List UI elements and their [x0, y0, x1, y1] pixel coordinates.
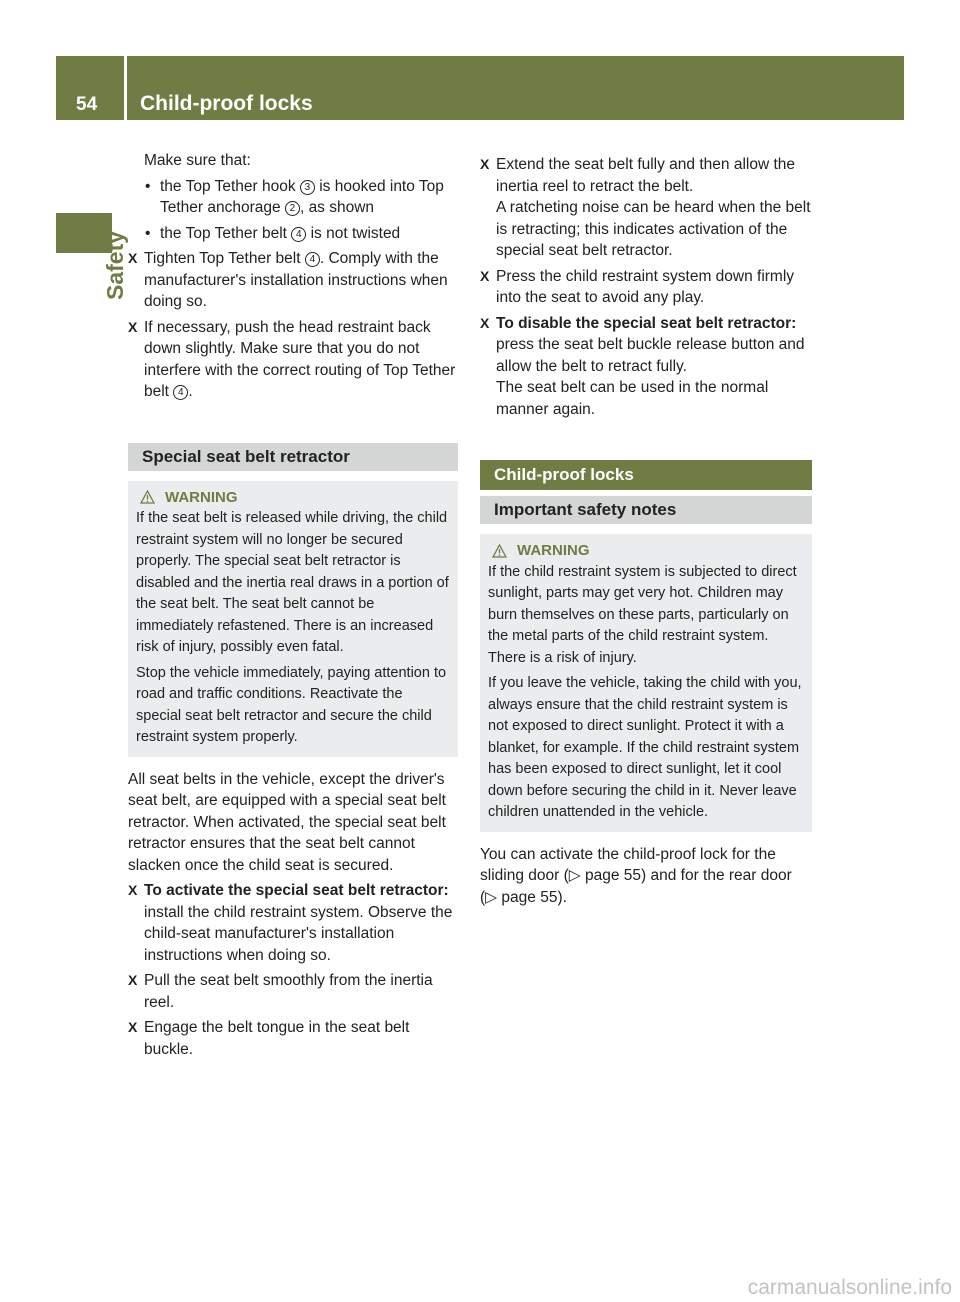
step-arrow-icon: X — [128, 1019, 138, 1035]
left-column — [128, 150, 458, 1060]
list-item-text: , as shown — [299, 199, 375, 216]
step-text: press the seat belt buckle release button and allow the belt to retract fully. — [496, 336, 805, 375]
warning-title: WARNING — [165, 488, 238, 506]
page-reference-link[interactable]: page 55 — [584, 867, 642, 884]
page-title: Child-proof locks — [140, 92, 313, 115]
sidebar-label-text: Safety — [102, 230, 128, 300]
warning-text: Stop the vehicle immediately, paying attention to road and traffic conditions. Reactivate the special seat belt retractor and secure the child restraint system properly. — [136, 664, 447, 745]
step-arrow-icon: X — [480, 267, 490, 284]
instruction-step — [480, 266, 812, 309]
warning-box — [128, 481, 458, 757]
page-reference-link[interactable]: page 55 — [501, 888, 558, 906]
warning-text: If the child restraint system is subjected to direct sunlight, parts may get very hot. Children may burn themselves on these parts, particularly on the metal parts of the child restraint system. There is a risk of injury. — [488, 563, 797, 666]
instruction-step — [128, 248, 458, 313]
instruction-step — [128, 970, 458, 1013]
list-item — [128, 223, 458, 245]
warning-triangle-icon — [140, 490, 155, 504]
body-text: ) and for the rear door ( — [480, 867, 792, 906]
step-text: Engage the belt tongue in the seat belt buckle. — [144, 1019, 410, 1058]
page-number: 54 — [76, 94, 98, 115]
right-column — [480, 150, 812, 908]
section-heading: Special seat belt retractor — [128, 443, 458, 471]
step-arrow-icon: X — [480, 314, 490, 331]
list-item-text: the Top Tether hook — [160, 177, 300, 195]
step-bold-text: To activate the special seat belt retractor: — [144, 882, 449, 899]
warning-title: WARNING — [517, 542, 590, 559]
step-arrow-icon: X — [128, 882, 138, 898]
body-text: You can activate the child-proof lock for the sliding door ( — [480, 845, 776, 884]
callout-number: 2 — [285, 201, 300, 216]
step-text: . Comply with the manufacturer's installation instructions when doing so. — [144, 250, 448, 310]
body-paragraph: All seat belts in the vehicle, except the driver's seat belt, are equipped with a special seat belt retractor. When activated, the special seat belt retractor ensures that the seat belt cannot slacken once the child seat is secured. — [128, 770, 446, 874]
bullet-icon: • — [145, 177, 151, 195]
callout-number: 3 — [300, 180, 315, 195]
chapter-heading: Child-proof locks — [480, 460, 812, 490]
instruction-step — [128, 880, 458, 966]
instruction-step — [480, 154, 812, 262]
step-text: . — [188, 383, 193, 400]
warning-box — [480, 534, 812, 832]
step-text: If necessary, push the head restraint back down slightly. Make sure that you do not interfere with the correct routing of Top Tether belt — [144, 318, 456, 400]
instruction-step — [480, 313, 812, 421]
callout-number: 4 — [173, 385, 188, 400]
step-text: Press the child restraint system down firmly into the seat to avoid any play. — [496, 267, 795, 306]
step-arrow-icon: X — [128, 318, 138, 335]
intro-text: Make sure that: — [144, 152, 251, 169]
step-bold-text: To disable the special seat belt retractor: — [496, 314, 797, 332]
body-paragraph — [480, 844, 812, 909]
list-item-text: is hooked into Top Tether anchorage — [160, 177, 444, 216]
warning-heading — [136, 487, 450, 509]
step-note: The seat belt can be used in the normal manner again. — [496, 379, 769, 418]
warning-heading — [488, 540, 804, 562]
page-reference-icon: ▷ — [568, 867, 581, 884]
warning-text: If the seat belt is released while driving, the child restraint system will no longer be secured properly. The special seat belt retractor is disabled and the inertia real draws in a portion of the seat belt. The seat belt cannot be immediately refastened. There is an increased risk of injury, possibly even fatal. — [136, 510, 449, 655]
warning-triangle-icon — [492, 544, 507, 558]
list-item-text: is not twisted — [306, 224, 401, 242]
bullet-icon: • — [145, 224, 151, 242]
callout-number: 4 — [305, 252, 320, 267]
step-arrow-icon: X — [480, 156, 490, 172]
header-separator — [124, 56, 127, 120]
callout-number: 4 — [291, 227, 306, 242]
step-arrow-icon: X — [128, 972, 138, 988]
step-text: install the child restraint system. Observe the child-seat manufacturer's installation instructions when doing so. — [144, 903, 453, 964]
instruction-step — [128, 317, 458, 403]
step-arrow-icon: X — [128, 250, 138, 266]
step-text: Pull the seat belt smoothly from the inertia reel. — [144, 972, 433, 1011]
step-text: Extend the seat belt fully and then allow the inertia reel to retract the belt. — [496, 156, 796, 195]
step-note: A ratcheting noise can be heard when the belt is retracting; this indicates activation of the special seat belt retractor. — [496, 199, 811, 259]
warning-text: If you leave the vehicle, taking the child with you, always ensure that the child restraint system is not exposed to direct sunlight. Protect it with a blanket, for example. If the child restraint system has been exposed to direct sunlight, let it cool down before securing the child in it. Never leave children unattended in the vehicle. — [488, 675, 802, 820]
watermark: carmanualsonline.info — [747, 1276, 952, 1299]
instruction-step — [128, 1017, 458, 1060]
body-text: ). — [557, 888, 567, 906]
step-text: Tighten Top Tether belt — [144, 250, 305, 267]
section-heading: Important safety notes — [480, 496, 812, 524]
page-reference-icon: ▷ — [485, 888, 498, 906]
list-item-text: the Top Tether belt — [160, 224, 292, 242]
list-item — [128, 176, 458, 219]
